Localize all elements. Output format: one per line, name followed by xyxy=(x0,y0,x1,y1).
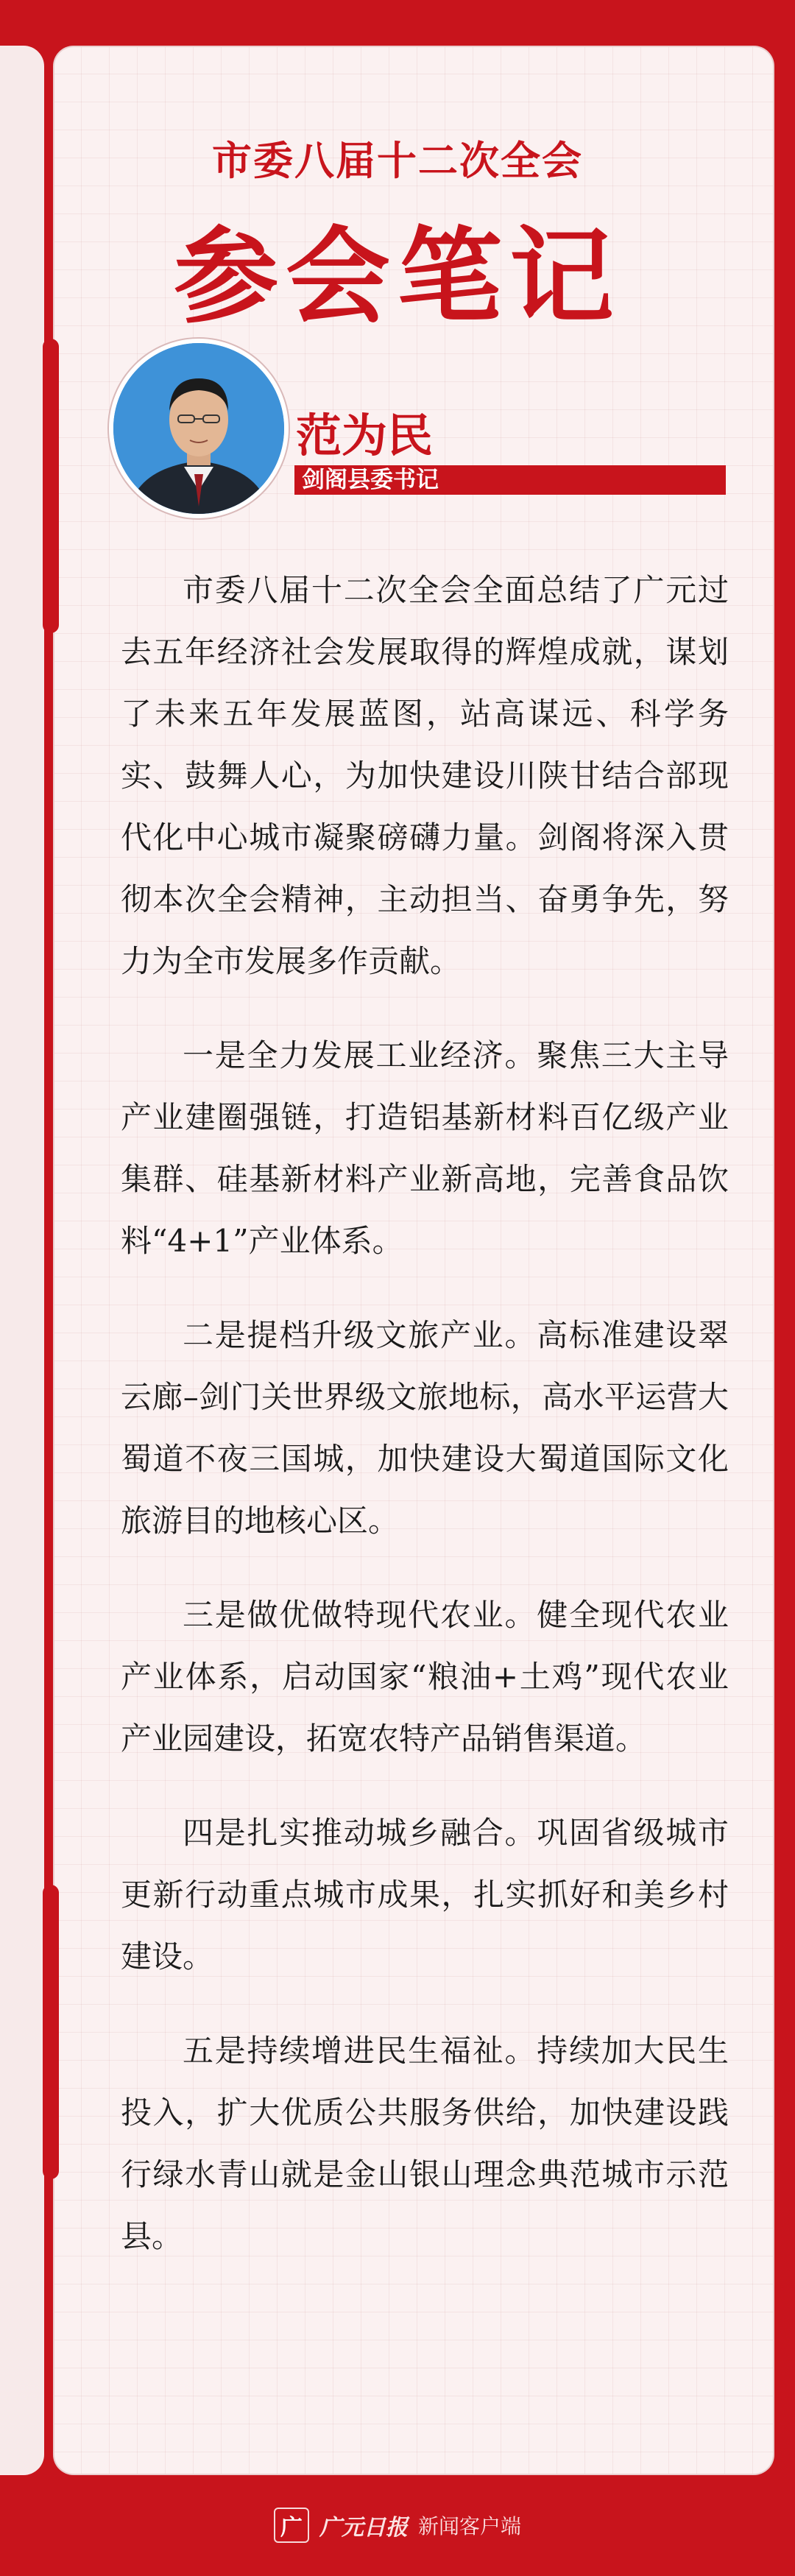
paragraph-intro: 市委八届十二次全会全面总结了广元过去五年经济社会发展取得的辉煌成就，谋划了未来五年发展蓝图，站高谋远、科学务实、鼓舞人心，为加快建设川陕甘结合部现代化中心城市凝聚磅礴力量。剑阁将深入贯彻本次全会精神，主动担当、奋勇争先，努力为全市发展多作贡献。 xyxy=(121,572,729,979)
avatar xyxy=(109,339,289,518)
left-card-edge xyxy=(0,46,44,2475)
page-subtitle: 市委八届十二次全会 xyxy=(212,137,583,184)
paragraph-agriculture: 三是做优做特现代农业。健全现代农业产业体系，启动国家“粮油+土鸡”现代农业产业园建设，拓宽农特产品销售渠道。 xyxy=(121,1597,729,1757)
paragraph-urban-rural: 四是扎实推动城乡融合。巩固省级城市更新行动重点城市成果，扎实抓好和美乡村建设。 xyxy=(121,1815,729,1975)
footer xyxy=(0,2503,795,2547)
author-name: 范为民 xyxy=(296,409,434,462)
footer-client: 新闻客户端 xyxy=(417,2514,521,2538)
paragraph-tourism: 二是提档升级文旅产业。高标准建设翠云廊–剑门关世界级文旅地标，高水平运营大蜀道不夜三国城，加快建设大蜀道国际文化旅游目的地核心区。 xyxy=(121,1317,729,1539)
brand-logo-icon: 广 xyxy=(274,2508,309,2543)
page-title: 参会笔记 xyxy=(174,216,621,338)
paragraph-welfare: 五是持续增进民生福祉。持续加大民生投入，扩大优质公共服务供给，加快建设践行绿水青山就是金山银山理念典范城市示范县。 xyxy=(121,2033,729,2254)
portrait-image xyxy=(113,343,284,514)
paragraph-industry: 一是全力发展工业经济。聚焦三大主导产业建圈强链，打造铝基新材料百亿级产业集群、硅基新材料产业新高地，完善食品饮料“4+1”产业体系。 xyxy=(121,1037,729,1259)
author-role: 剑阁县委书记 xyxy=(302,467,439,493)
footer-brand: 广元日报 xyxy=(319,2515,408,2541)
binder-clip-bottom xyxy=(43,1885,59,2179)
binder-clip-top xyxy=(43,339,59,633)
article-body xyxy=(121,560,729,2300)
